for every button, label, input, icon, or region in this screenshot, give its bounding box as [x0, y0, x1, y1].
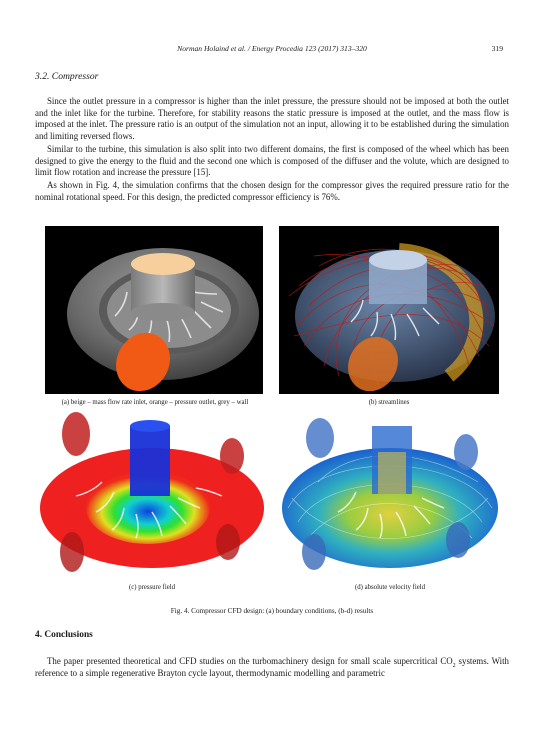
- subsection-heading: 3.2. Compressor: [35, 71, 99, 82]
- section-heading: 4. Conclusions: [35, 630, 93, 640]
- figure-4c-image: [36, 412, 268, 580]
- running-title: Norman Holaind et al. / Energy Procedia 123 (2017) 313–320: [177, 44, 367, 53]
- figure-4a-image: [45, 226, 263, 394]
- figure-caption: Fig. 4. Compressor CFD design: (a) boundary conditions, (b-d) results: [170, 607, 374, 615]
- paragraph-1: Since the outlet pressure in a compressor is higher than the inlet pressure, the pressure should not be imposed at both the outlet and the inlet like for the turbine. Therefore, for stability reasons the static pressure is imposed at the outlet, and the mass flow is imposed at the inlet. The pressure ratio is an output of the simulation not an input, allowing it to be established during the simulation and limiting reversed flows.: [35, 96, 509, 142]
- paragraph-4: [35, 656, 509, 679]
- figure-4d-image: [278, 412, 502, 580]
- running-header: [35, 44, 509, 56]
- page-number: 319: [491, 44, 503, 53]
- caption-a: (a) beige – mass flow rate inlet, orange – pressure outlet, grey – wall: [61, 399, 249, 406]
- paragraph-3: As shown in Fig. 4, the simulation confirms that the chosen design for the compressor gives the required pressure ratio for the nominal rotational speed. For this design, the predicted compressor efficiency is 76%.: [35, 180, 509, 202]
- compressor-streamlines-render: [279, 226, 499, 394]
- caption-b: (b) streamlines: [368, 399, 410, 406]
- figure-4b-image: [279, 226, 499, 394]
- compressor-velocity-field-render: [278, 412, 502, 580]
- caption-d: (d) absolute velocity field: [354, 584, 426, 591]
- caption-c: (c) pressure field: [128, 584, 176, 591]
- paragraph-4-part-2: systems. With reference to a simple regenerative Brayton cycle layout, thermodynamic modelling and parametric: [35, 656, 509, 678]
- paragraph-2: Similar to the turbine, this simulation is also split into two different domains, the first is composed of the wheel which has been designed to give the energy to the fluid and the second one which is composed of the diffuser and the volute, which are designed to limit flow rotation and increase the pressure [15].: [35, 144, 509, 178]
- paragraph-4-part-1: The paper presented theoretical and CFD studies on the turbomachinery design for small scale supercritical CO: [47, 656, 453, 666]
- compressor-pressure-field-render: [36, 412, 268, 580]
- compressor-boundary-conditions-render: [45, 226, 263, 394]
- co2-subscript: 2: [452, 662, 456, 669]
